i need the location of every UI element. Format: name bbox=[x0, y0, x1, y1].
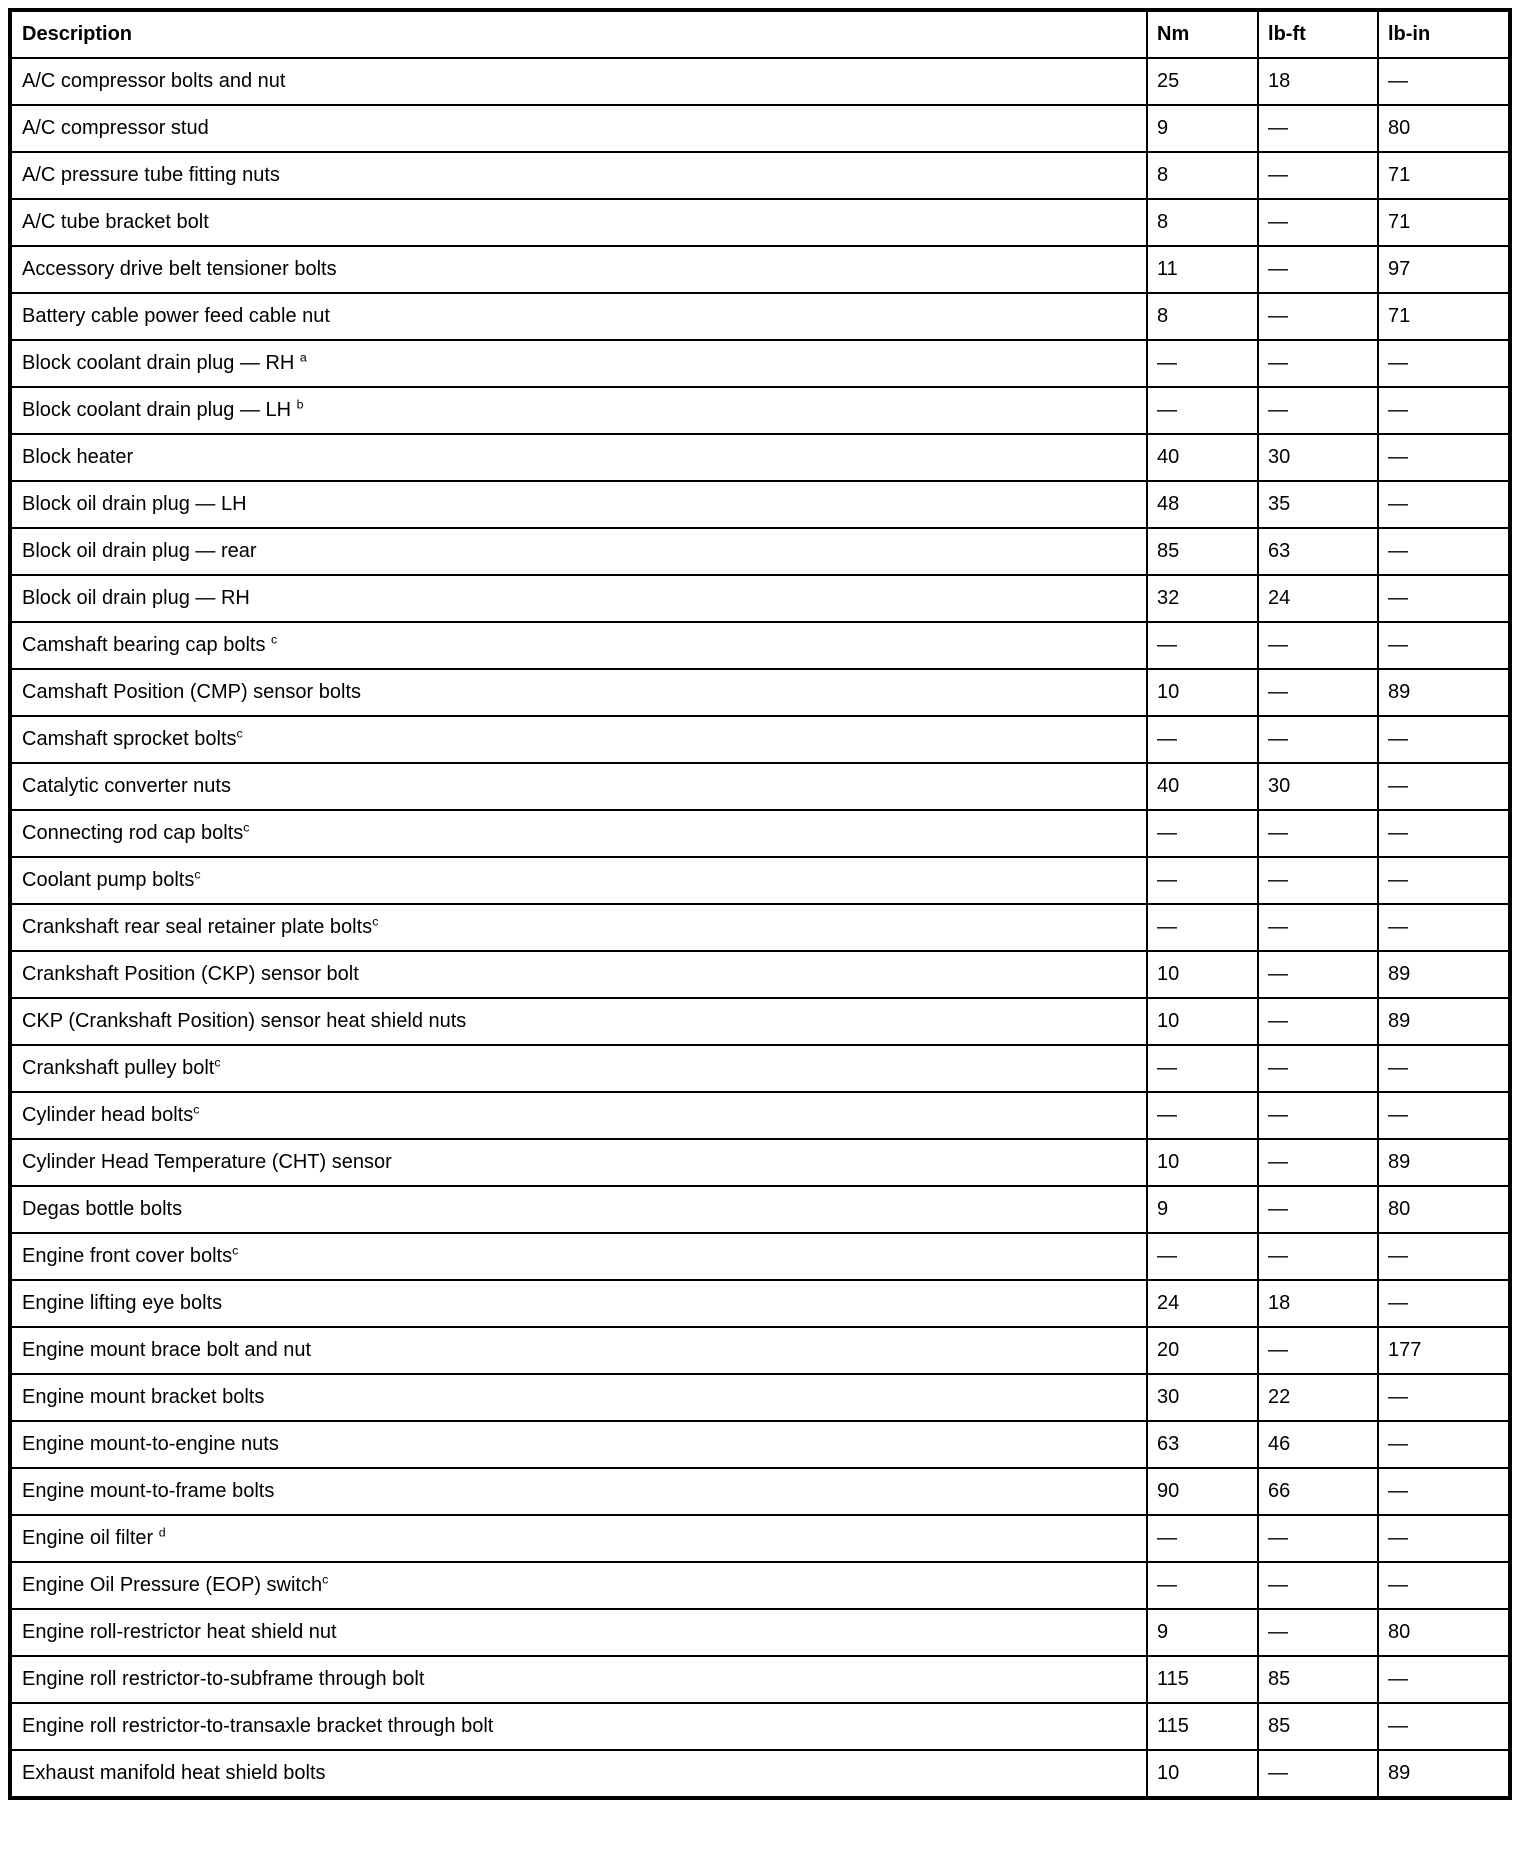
description-text: Engine mount brace bolt and nut bbox=[22, 1339, 312, 1361]
description-text: A/C compressor bolts and nut bbox=[22, 70, 286, 92]
lb-in-cell: — bbox=[1378, 1280, 1510, 1327]
footnote-marker: c bbox=[322, 1572, 329, 1587]
lb-in-cell: — bbox=[1378, 58, 1510, 105]
description-text: A/C tube bracket bolt bbox=[22, 211, 209, 233]
nm-cell: — bbox=[1147, 857, 1258, 904]
nm-cell: 90 bbox=[1147, 1468, 1258, 1515]
description-text: Degas bottle bolts bbox=[22, 1198, 183, 1220]
nm-cell: 48 bbox=[1147, 481, 1258, 528]
footnote-marker: c bbox=[232, 1243, 239, 1258]
lb-in-cell: — bbox=[1378, 1656, 1510, 1703]
description-cell bbox=[10, 1139, 1147, 1186]
nm-cell: 8 bbox=[1147, 199, 1258, 246]
nm-cell: 10 bbox=[1147, 669, 1258, 716]
lb-ft-cell: — bbox=[1258, 904, 1378, 951]
nm-cell: 8 bbox=[1147, 152, 1258, 199]
lb-in-cell: — bbox=[1378, 1092, 1510, 1139]
lb-in-cell: 89 bbox=[1378, 998, 1510, 1045]
lb-in-cell: 71 bbox=[1378, 152, 1510, 199]
description-cell bbox=[10, 481, 1147, 528]
description-cell bbox=[10, 1703, 1147, 1750]
lb-in-cell: — bbox=[1378, 528, 1510, 575]
lb-ft-cell: — bbox=[1258, 857, 1378, 904]
lb-ft-cell: — bbox=[1258, 1750, 1378, 1798]
description-text: Engine Oil Pressure (EOP) switch bbox=[22, 1574, 323, 1596]
description-cell bbox=[10, 293, 1147, 340]
lb-ft-cell: — bbox=[1258, 1139, 1378, 1186]
lb-ft-cell: 66 bbox=[1258, 1468, 1378, 1515]
description-cell bbox=[10, 340, 1147, 387]
description-text: Cylinder Head Temperature (CHT) sensor bbox=[22, 1151, 392, 1173]
table-row bbox=[10, 1421, 1510, 1468]
description-cell bbox=[10, 1750, 1147, 1798]
description-text: Block heater bbox=[22, 446, 134, 468]
table-row bbox=[10, 1233, 1510, 1280]
lb-in-cell: — bbox=[1378, 763, 1510, 810]
table-row bbox=[10, 716, 1510, 763]
description-cell bbox=[10, 763, 1147, 810]
description-text: Engine front cover bolts bbox=[22, 1245, 233, 1267]
table-row bbox=[10, 1139, 1510, 1186]
lb-ft-cell: — bbox=[1258, 387, 1378, 434]
lb-in-cell: 97 bbox=[1378, 246, 1510, 293]
footnote-marker: c bbox=[214, 1055, 221, 1070]
nm-cell: 20 bbox=[1147, 1327, 1258, 1374]
lb-in-cell: — bbox=[1378, 575, 1510, 622]
nm-cell: 115 bbox=[1147, 1656, 1258, 1703]
lb-in-cell: 80 bbox=[1378, 105, 1510, 152]
nm-cell: — bbox=[1147, 716, 1258, 763]
description-cell bbox=[10, 1468, 1147, 1515]
description-cell bbox=[10, 716, 1147, 763]
table-row bbox=[10, 669, 1510, 716]
description-text: Catalytic converter nuts bbox=[22, 775, 231, 797]
table-row bbox=[10, 434, 1510, 481]
description-cell bbox=[10, 1092, 1147, 1139]
description-text: A/C compressor stud bbox=[22, 117, 209, 139]
lb-ft-cell: — bbox=[1258, 998, 1378, 1045]
table-row bbox=[10, 1515, 1510, 1562]
lb-in-cell: — bbox=[1378, 716, 1510, 763]
nm-cell: 40 bbox=[1147, 763, 1258, 810]
lb-ft-cell: 22 bbox=[1258, 1374, 1378, 1421]
description-text: Engine oil filter bbox=[22, 1527, 159, 1549]
nm-cell: — bbox=[1147, 1562, 1258, 1609]
lb-ft-cell: — bbox=[1258, 716, 1378, 763]
description-text: Engine roll restrictor-to-subframe through bolt bbox=[22, 1668, 425, 1690]
description-text: Exhaust manifold heat shield bolts bbox=[22, 1762, 326, 1784]
lb-ft-cell: 35 bbox=[1258, 481, 1378, 528]
lb-in-cell: 89 bbox=[1378, 1750, 1510, 1798]
lb-in-cell: 89 bbox=[1378, 669, 1510, 716]
table-row bbox=[10, 152, 1510, 199]
description-text: Engine roll restrictor-to-transaxle bracket through bolt bbox=[22, 1715, 494, 1737]
lb-in-cell: — bbox=[1378, 1045, 1510, 1092]
description-text: Engine mount-to-frame bolts bbox=[22, 1480, 275, 1502]
lb-ft-cell: — bbox=[1258, 246, 1378, 293]
nm-cell: 10 bbox=[1147, 1139, 1258, 1186]
description-cell bbox=[10, 669, 1147, 716]
description-text: Cylinder head bolts bbox=[22, 1104, 194, 1126]
lb-in-cell: — bbox=[1378, 810, 1510, 857]
nm-cell: 10 bbox=[1147, 951, 1258, 998]
description-cell bbox=[10, 1656, 1147, 1703]
lb-ft-cell: — bbox=[1258, 951, 1378, 998]
lb-ft-cell: — bbox=[1258, 199, 1378, 246]
lb-in-cell: — bbox=[1378, 1562, 1510, 1609]
nm-cell: 32 bbox=[1147, 575, 1258, 622]
nm-cell: — bbox=[1147, 1092, 1258, 1139]
table-row bbox=[10, 1703, 1510, 1750]
lb-in-cell: 177 bbox=[1378, 1327, 1510, 1374]
lb-ft-cell: 30 bbox=[1258, 763, 1378, 810]
description-cell bbox=[10, 58, 1147, 105]
description-cell bbox=[10, 1045, 1147, 1092]
lb-ft-cell: 18 bbox=[1258, 58, 1378, 105]
lb-ft-cell: 85 bbox=[1258, 1703, 1378, 1750]
description-text: Camshaft sprocket bolts bbox=[22, 728, 237, 750]
header-row bbox=[10, 10, 1510, 58]
lb-in-cell: — bbox=[1378, 340, 1510, 387]
column-header-lb-in: lb-in bbox=[1378, 10, 1510, 58]
description-cell bbox=[10, 434, 1147, 481]
nm-cell: 24 bbox=[1147, 1280, 1258, 1327]
lb-ft-cell: — bbox=[1258, 152, 1378, 199]
lb-ft-cell: 30 bbox=[1258, 434, 1378, 481]
footnote-marker: b bbox=[296, 397, 304, 412]
table-row bbox=[10, 387, 1510, 434]
table-row bbox=[10, 857, 1510, 904]
lb-ft-cell: — bbox=[1258, 1327, 1378, 1374]
description-text: Accessory drive belt tensioner bolts bbox=[22, 258, 337, 280]
table-row bbox=[10, 810, 1510, 857]
nm-cell: 85 bbox=[1147, 528, 1258, 575]
table-row bbox=[10, 904, 1510, 951]
table-row bbox=[10, 199, 1510, 246]
lb-in-cell: — bbox=[1378, 387, 1510, 434]
torque-spec-table bbox=[8, 8, 1512, 1800]
description-cell bbox=[10, 1280, 1147, 1327]
description-cell bbox=[10, 857, 1147, 904]
table-row bbox=[10, 1092, 1510, 1139]
lb-ft-cell: — bbox=[1258, 293, 1378, 340]
lb-in-cell: — bbox=[1378, 622, 1510, 669]
footnote-marker: c bbox=[236, 726, 243, 741]
table-row bbox=[10, 105, 1510, 152]
footnote-marker: c bbox=[194, 867, 201, 882]
lb-ft-cell: 46 bbox=[1258, 1421, 1378, 1468]
description-cell bbox=[10, 1515, 1147, 1562]
description-cell bbox=[10, 1186, 1147, 1233]
nm-cell: 8 bbox=[1147, 293, 1258, 340]
table-row bbox=[10, 58, 1510, 105]
lb-in-cell: — bbox=[1378, 1421, 1510, 1468]
nm-cell: — bbox=[1147, 1045, 1258, 1092]
table-row bbox=[10, 1045, 1510, 1092]
footnote-marker: c bbox=[372, 914, 379, 929]
lb-in-cell: 71 bbox=[1378, 199, 1510, 246]
description-text: Engine mount bracket bolts bbox=[22, 1386, 265, 1408]
table-row bbox=[10, 1280, 1510, 1327]
lb-ft-cell: — bbox=[1258, 1562, 1378, 1609]
column-header-nm: Nm bbox=[1147, 10, 1258, 58]
table-row bbox=[10, 622, 1510, 669]
description-text: Crankshaft Position (CKP) sensor bolt bbox=[22, 963, 359, 985]
lb-in-cell: — bbox=[1378, 904, 1510, 951]
table-row bbox=[10, 1562, 1510, 1609]
description-cell bbox=[10, 528, 1147, 575]
lb-in-cell: — bbox=[1378, 857, 1510, 904]
table-row bbox=[10, 951, 1510, 998]
lb-ft-cell: — bbox=[1258, 1609, 1378, 1656]
lb-ft-cell: — bbox=[1258, 1045, 1378, 1092]
column-header-lb-ft: lb-ft bbox=[1258, 10, 1378, 58]
description-text: Block oil drain plug — rear bbox=[22, 540, 257, 562]
nm-cell: 10 bbox=[1147, 1750, 1258, 1798]
nm-cell: 11 bbox=[1147, 246, 1258, 293]
description-cell bbox=[10, 246, 1147, 293]
nm-cell: 40 bbox=[1147, 434, 1258, 481]
table-row bbox=[10, 1327, 1510, 1374]
description-text: CKP (Crankshaft Position) sensor heat shield nuts bbox=[22, 1010, 467, 1032]
lb-ft-cell: — bbox=[1258, 105, 1378, 152]
footnote-marker: c bbox=[243, 820, 250, 835]
lb-in-cell: — bbox=[1378, 481, 1510, 528]
table-row bbox=[10, 575, 1510, 622]
lb-ft-cell: 63 bbox=[1258, 528, 1378, 575]
footnote-marker: d bbox=[158, 1525, 166, 1540]
description-cell bbox=[10, 1562, 1147, 1609]
description-cell bbox=[10, 1374, 1147, 1421]
description-text: A/C pressure tube fitting nuts bbox=[22, 164, 280, 186]
lb-ft-cell: — bbox=[1258, 1092, 1378, 1139]
table-row bbox=[10, 1656, 1510, 1703]
description-cell bbox=[10, 1327, 1147, 1374]
description-cell bbox=[10, 998, 1147, 1045]
nm-cell: — bbox=[1147, 340, 1258, 387]
description-cell bbox=[10, 951, 1147, 998]
lb-in-cell: — bbox=[1378, 1233, 1510, 1280]
description-text: Connecting rod cap bolts bbox=[22, 822, 244, 844]
description-text: Block coolant drain plug — RH bbox=[22, 352, 300, 374]
lb-ft-cell: 18 bbox=[1258, 1280, 1378, 1327]
table-row bbox=[10, 998, 1510, 1045]
lb-ft-cell: — bbox=[1258, 340, 1378, 387]
description-cell bbox=[10, 810, 1147, 857]
nm-cell: 10 bbox=[1147, 998, 1258, 1045]
lb-in-cell: — bbox=[1378, 434, 1510, 481]
table-header bbox=[10, 10, 1510, 58]
lb-in-cell: 80 bbox=[1378, 1186, 1510, 1233]
description-cell bbox=[10, 387, 1147, 434]
description-text: Crankshaft rear seal retainer plate bolts bbox=[22, 916, 373, 938]
lb-ft-cell: — bbox=[1258, 810, 1378, 857]
nm-cell: — bbox=[1147, 810, 1258, 857]
table-row bbox=[10, 246, 1510, 293]
description-text: Engine mount-to-engine nuts bbox=[22, 1433, 279, 1455]
description-cell bbox=[10, 152, 1147, 199]
description-text: Camshaft Position (CMP) sensor bolts bbox=[22, 681, 362, 703]
description-cell bbox=[10, 105, 1147, 152]
lb-ft-cell: 24 bbox=[1258, 575, 1378, 622]
nm-cell: — bbox=[1147, 904, 1258, 951]
description-text: Battery cable power feed cable nut bbox=[22, 305, 330, 327]
table-row bbox=[10, 1374, 1510, 1421]
table-row bbox=[10, 1750, 1510, 1798]
table-body bbox=[10, 58, 1510, 1798]
nm-cell: — bbox=[1147, 1515, 1258, 1562]
footnote-marker: c bbox=[271, 632, 278, 647]
lb-ft-cell: — bbox=[1258, 1186, 1378, 1233]
lb-in-cell: — bbox=[1378, 1374, 1510, 1421]
footnote-marker: a bbox=[299, 350, 307, 365]
lb-in-cell: — bbox=[1378, 1515, 1510, 1562]
column-header-description: Description bbox=[10, 10, 1147, 58]
description-text: Block coolant drain plug — LH bbox=[22, 399, 297, 421]
lb-in-cell: 89 bbox=[1378, 951, 1510, 998]
description-text: Block oil drain plug — RH bbox=[22, 587, 250, 609]
lb-ft-cell: — bbox=[1258, 1233, 1378, 1280]
description-cell bbox=[10, 622, 1147, 669]
nm-cell: 63 bbox=[1147, 1421, 1258, 1468]
description-text: Camshaft bearing cap bolts bbox=[22, 634, 272, 656]
nm-cell: 9 bbox=[1147, 1609, 1258, 1656]
nm-cell: 115 bbox=[1147, 1703, 1258, 1750]
table-row bbox=[10, 1609, 1510, 1656]
table-row bbox=[10, 293, 1510, 340]
table-row bbox=[10, 481, 1510, 528]
lb-ft-cell: — bbox=[1258, 1515, 1378, 1562]
description-text: Engine roll-restrictor heat shield nut bbox=[22, 1621, 337, 1643]
table-row bbox=[10, 1468, 1510, 1515]
description-text: Engine lifting eye bolts bbox=[22, 1292, 223, 1314]
nm-cell: 25 bbox=[1147, 58, 1258, 105]
lb-in-cell: 80 bbox=[1378, 1609, 1510, 1656]
lb-in-cell: — bbox=[1378, 1703, 1510, 1750]
table-row bbox=[10, 763, 1510, 810]
nm-cell: — bbox=[1147, 387, 1258, 434]
description-cell bbox=[10, 575, 1147, 622]
description-cell bbox=[10, 1609, 1147, 1656]
footnote-marker: c bbox=[193, 1102, 200, 1117]
description-text: Block oil drain plug — LH bbox=[22, 493, 247, 515]
description-cell bbox=[10, 199, 1147, 246]
description-cell bbox=[10, 904, 1147, 951]
lb-ft-cell: — bbox=[1258, 622, 1378, 669]
nm-cell: 30 bbox=[1147, 1374, 1258, 1421]
table-row bbox=[10, 1186, 1510, 1233]
lb-ft-cell: 85 bbox=[1258, 1656, 1378, 1703]
nm-cell: — bbox=[1147, 1233, 1258, 1280]
lb-in-cell: 89 bbox=[1378, 1139, 1510, 1186]
nm-cell: — bbox=[1147, 622, 1258, 669]
lb-ft-cell: — bbox=[1258, 669, 1378, 716]
nm-cell: 9 bbox=[1147, 1186, 1258, 1233]
description-text: Crankshaft pulley bolt bbox=[22, 1057, 215, 1079]
lb-in-cell: — bbox=[1378, 1468, 1510, 1515]
lb-in-cell: 71 bbox=[1378, 293, 1510, 340]
table-row bbox=[10, 528, 1510, 575]
description-text: Coolant pump bolts bbox=[22, 869, 195, 891]
nm-cell: 9 bbox=[1147, 105, 1258, 152]
description-cell bbox=[10, 1421, 1147, 1468]
description-cell bbox=[10, 1233, 1147, 1280]
table-row bbox=[10, 340, 1510, 387]
